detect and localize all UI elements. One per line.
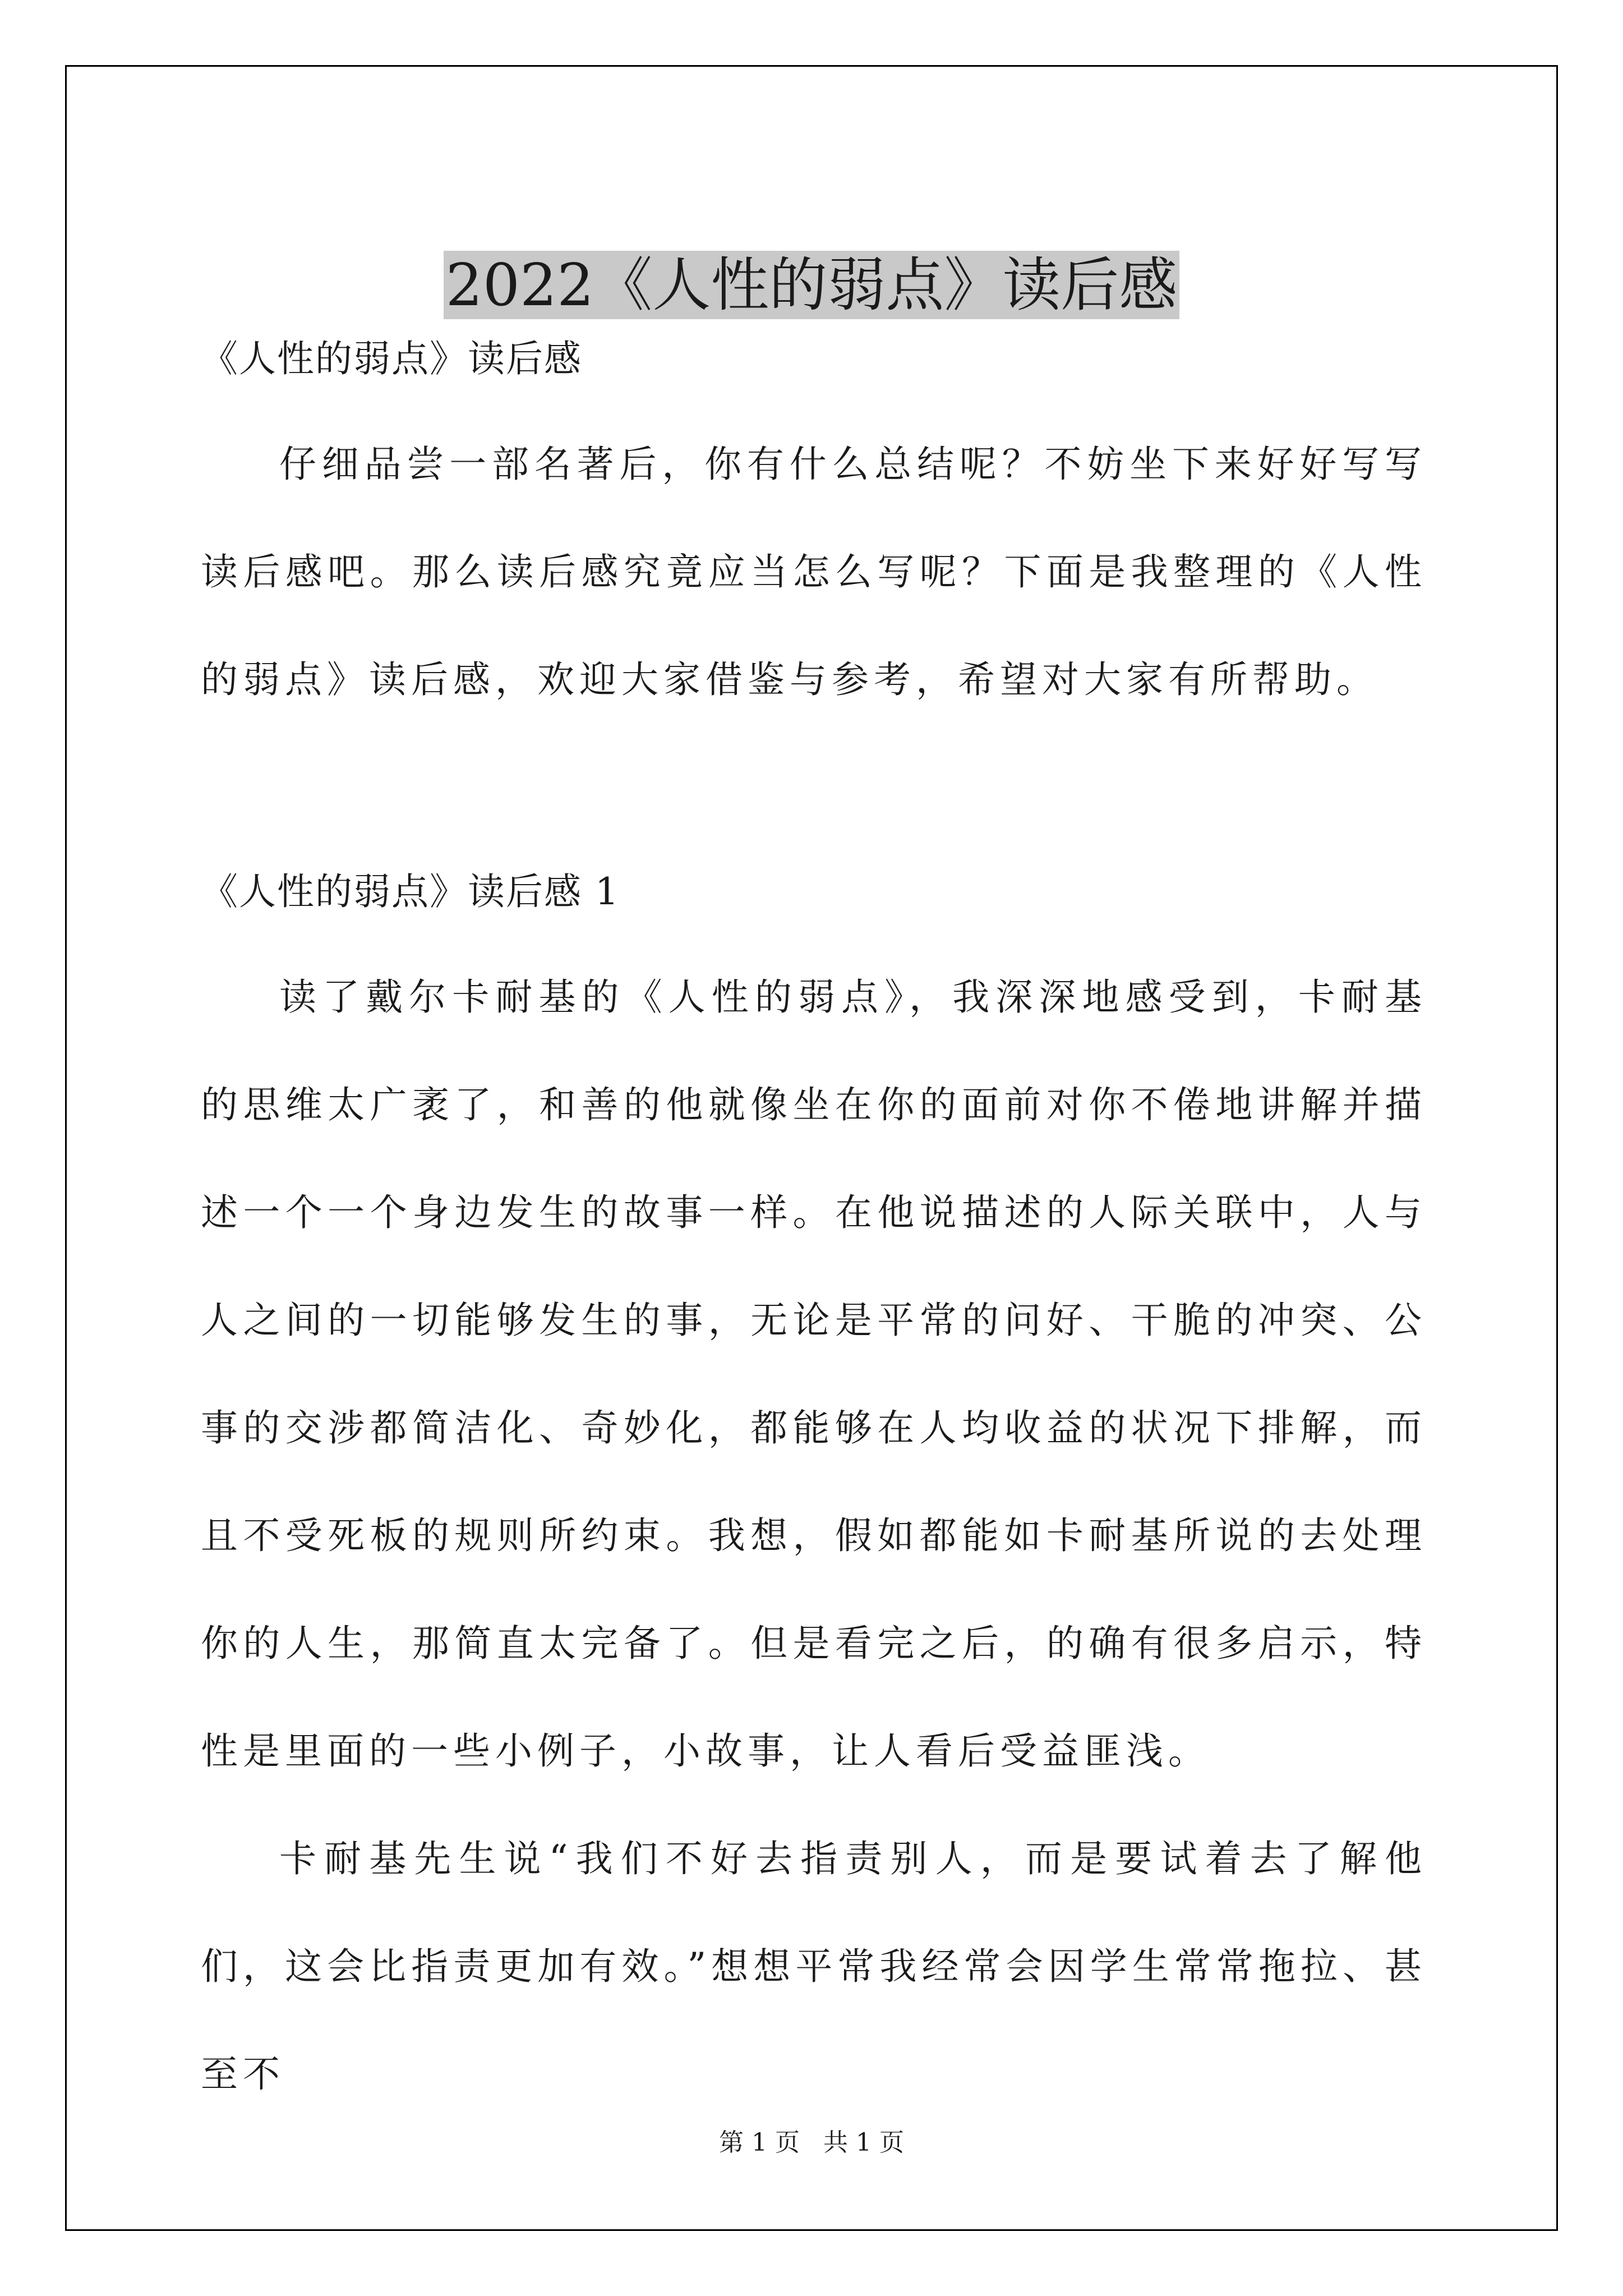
document-body: [201, 307, 1427, 2128]
intro-paragraph: 仔细品尝一部名著后，你有什么总结呢？不妨坐下来好好写写读后感吧。那么读后感究竟应当怎么写呢？下面是我整理的《人性的弱点》读后感，欢迎大家借鉴与参考，希望对大家有所帮助。: [201, 443, 1427, 701]
section-1-paragraph-2: 卡耐基先生说“我们不好去指责别人，而是要试着去了解他们，这会比指责更加有效。”想想平常我经常会因学生常常拖拉、甚至不: [201, 1837, 1427, 2096]
page-footer: 第 1 页 共 1 页: [719, 2128, 904, 2157]
section-1-paragraph-1: 读了戴尔卡耐基的《人性的弱点》，我深深地感受到，卡耐基的思维太广袤了，和善的他就像坐在你的面前对你不倦地讲解并描述一个一个身边发生的故事一样。在他说描述的人际关联中，人与人之间的一切能够发生的事，无论是平常的问好、干脆的冲突、公事的交涉都简洁化、奇妙化，都能够在人均收益的状况下排解，而且不受死板的规则所约束。我想，假如都能如卡耐基所说的去处理你的人生，那简直太完备了。但是看完之后，的确有很多启示，特性是里面的一些小例子，小故事，让人看后受益匪浅。: [201, 976, 1427, 1773]
section-1-heading: 《人性的弱点》读后感 1: [201, 870, 620, 913]
document-title-text: 2022《人性的弱点》读后感: [444, 251, 1180, 319]
intro-heading: 《人性的弱点》读后感: [201, 337, 582, 380]
section-spacer: [201, 734, 1427, 840]
